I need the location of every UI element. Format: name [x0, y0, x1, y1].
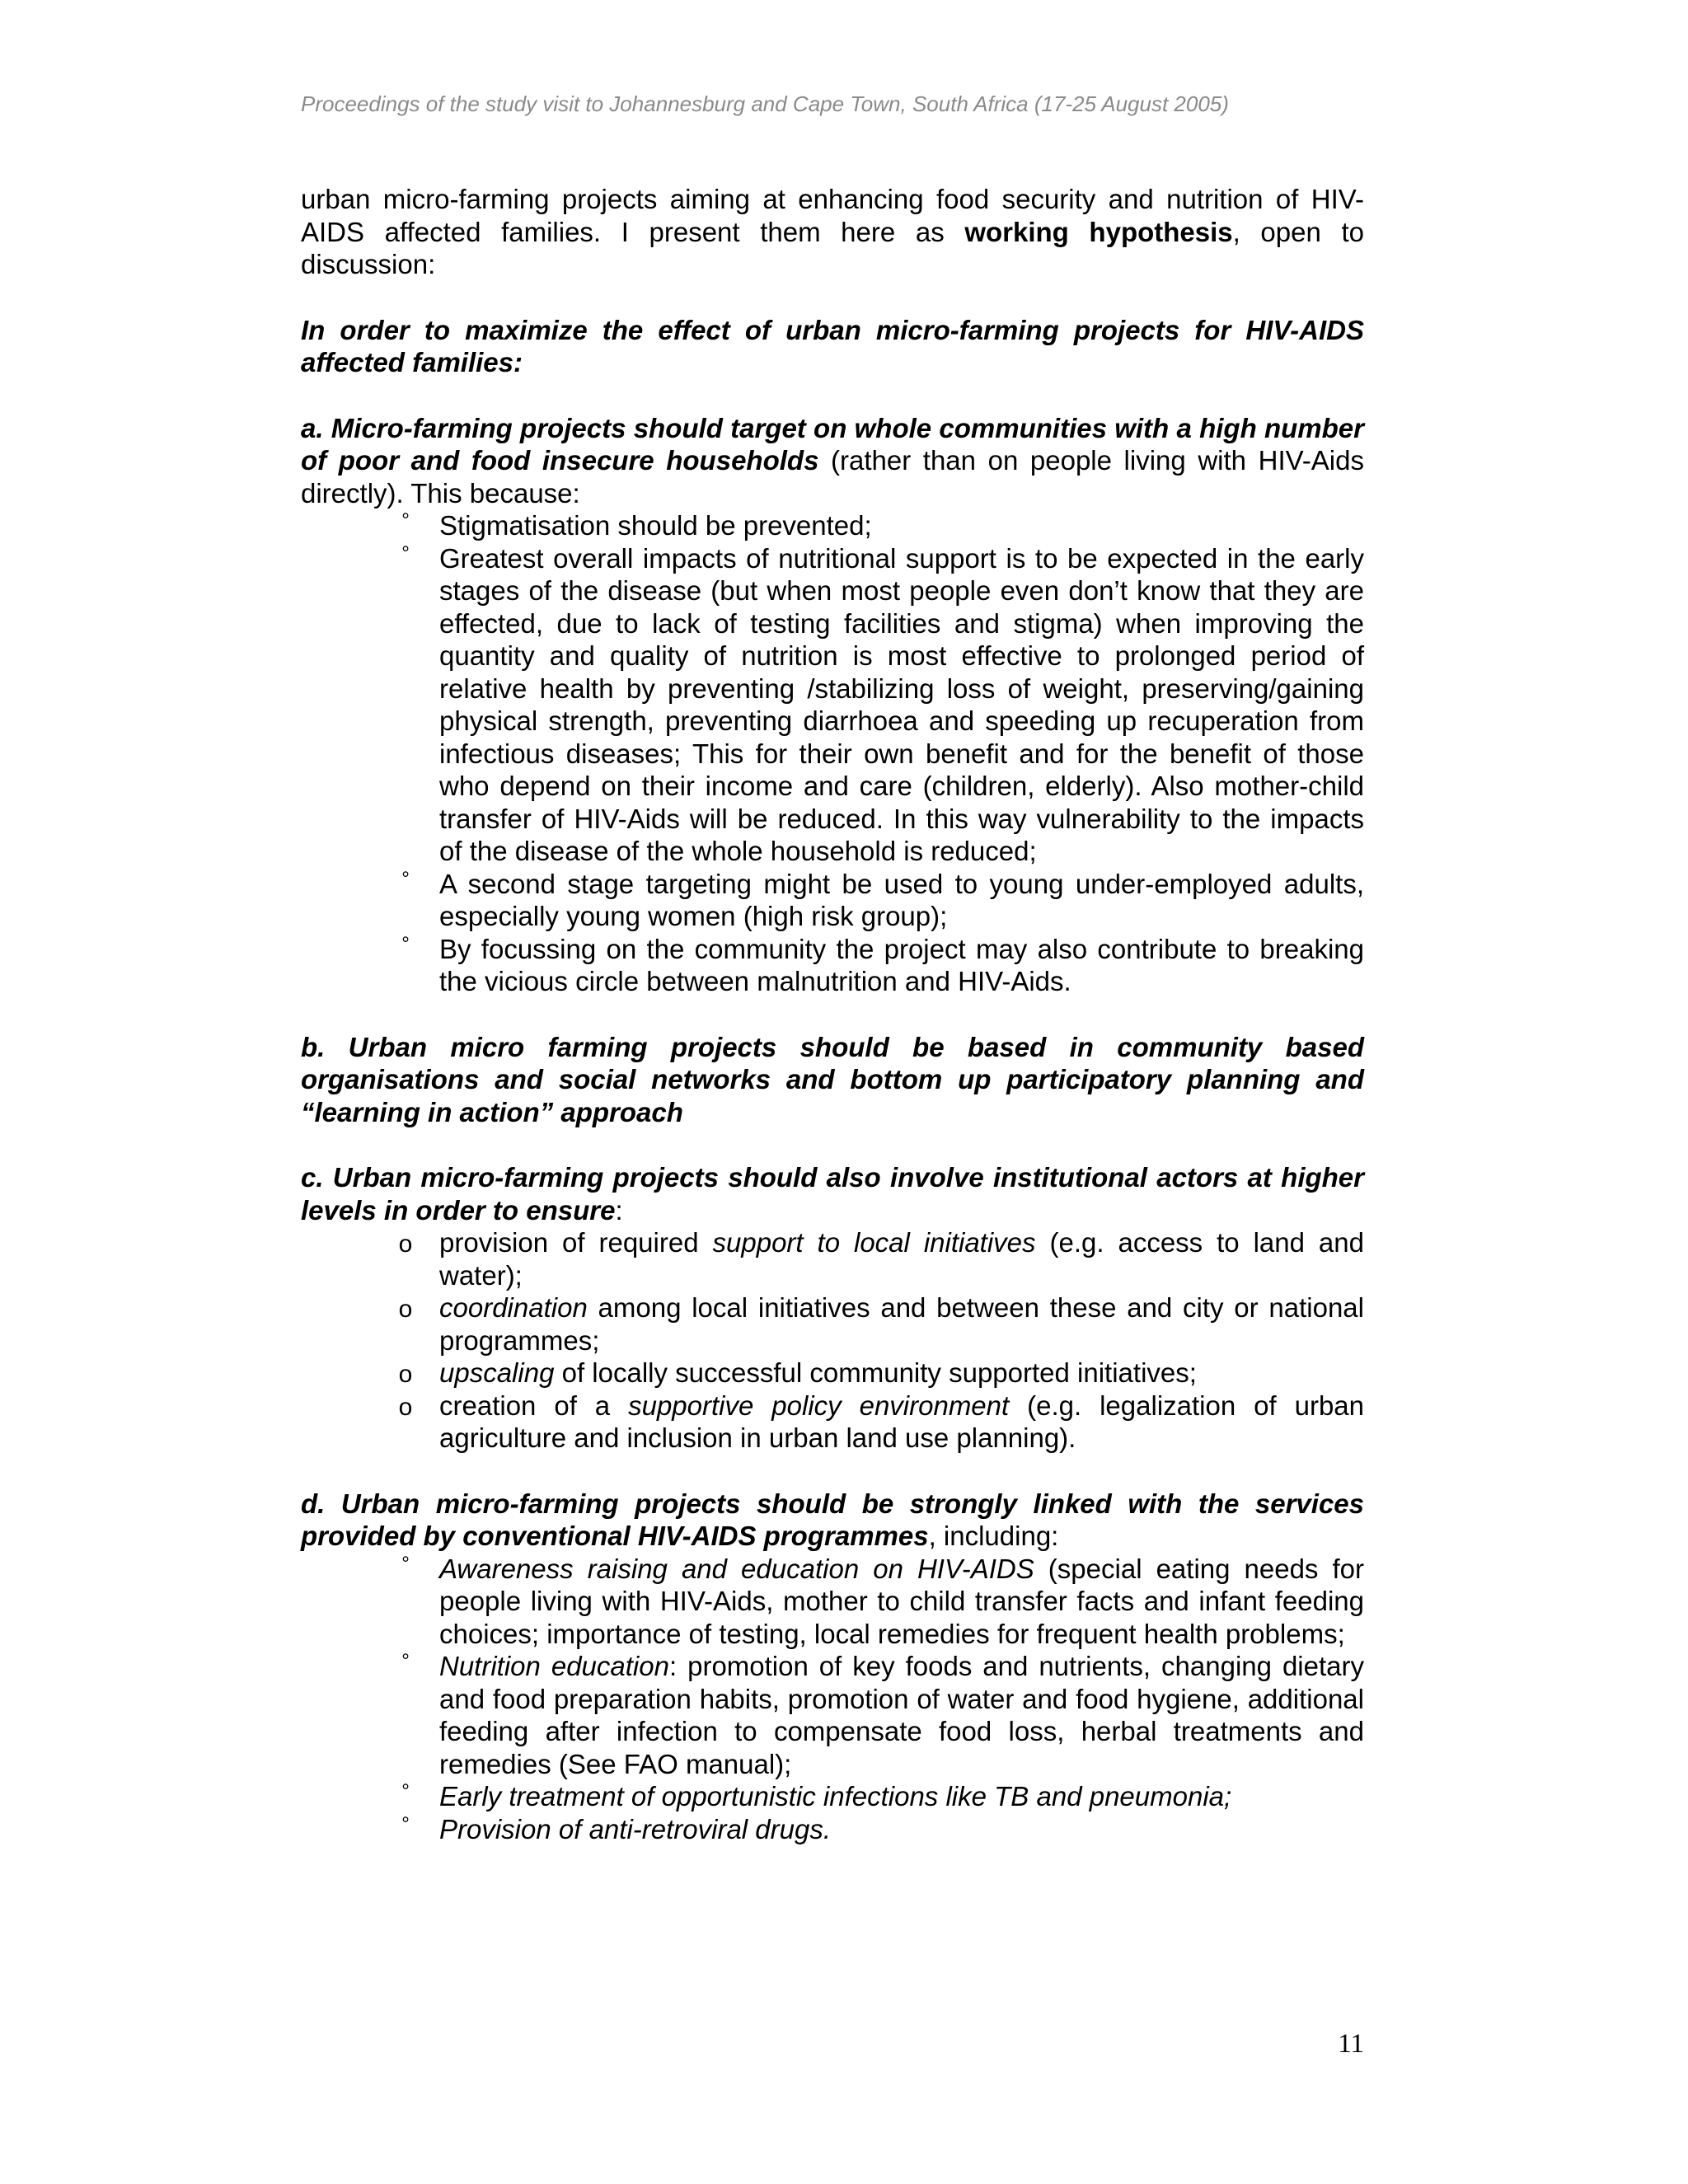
section-a-rest: (rather than on people living with HIV-Aids directly). This because: [301, 445, 1364, 509]
degree-bullet-icon: ° [401, 932, 410, 955]
section-c-list [301, 1226, 1364, 1455]
degree-bullet-icon: ° [401, 867, 410, 890]
intro-text-after: , open to discussion: [301, 216, 1364, 279]
list-item-text-post: (e.g. access to land and water); [439, 1227, 1364, 1291]
list-item [401, 1552, 1364, 1651]
section-c-colon: : [615, 1194, 623, 1226]
list-item-text-pre: provision of required [439, 1227, 713, 1258]
page-content [301, 183, 1364, 1845]
section-a-paragraph [301, 412, 1364, 510]
list-item [398, 1390, 1364, 1455]
section-b-heading: b. Urban micro farming projects should be based in community based organisations and social networks and bottom up participatory planning and “learning in action” approach [301, 1031, 1364, 1127]
degree-bullet-icon: ° [401, 509, 410, 532]
intro-paragraph [301, 183, 1364, 281]
list-item [401, 932, 1364, 998]
section-d-rest: , including: [928, 1521, 1059, 1551]
list-item [401, 1650, 1364, 1780]
list-item [398, 1291, 1364, 1357]
list-item-emphasis: coordination [439, 1292, 588, 1323]
circle-bullet-icon: o [398, 1230, 413, 1258]
degree-bullet-icon: ° [401, 1552, 410, 1575]
circle-bullet-icon: o [398, 1296, 413, 1323]
list-item-text-post: of locally successful community supported initiatives; [554, 1357, 1197, 1388]
section-c-heading: c. Urban micro-farming projects should also involve institutional actors at higher levels in order to ensure [301, 1162, 1364, 1226]
list-item-emphasis: Awareness raising and education on HIV-AIDS [439, 1553, 1034, 1584]
list-item-text-post: : promotion of key foods and nutrients, changing dietary and food preparation habits, promotion of water and food hygiene, additional feeding after infection to compensate food loss, herbal treatments and remedies (See FAO manual); [439, 1651, 1364, 1779]
list-item-emphasis: Provision of anti-retroviral drugs. [439, 1813, 832, 1844]
lead-heading: In order to maximize the effect of urban micro-farming projects for HIV-AIDS affected families: [301, 314, 1364, 377]
list-item [401, 509, 1364, 542]
section-a-heading: a. Micro-farming projects should target on whole communities with a high number of poor and food insecure households [301, 412, 1364, 476]
list-item-text-post: among local initiatives and between these and city or national programmes; [439, 1292, 1364, 1356]
list-item-text: Stigmatisation should be prevented; [439, 510, 872, 541]
list-item [401, 1812, 1364, 1846]
circle-bullet-icon: o [398, 1361, 413, 1388]
degree-bullet-icon: ° [401, 1780, 410, 1802]
degree-bullet-icon: ° [401, 541, 410, 565]
running-header: Proceedings of the study visit to Johannesburg and Cape Town, South Africa (17-25 August 2005) [301, 91, 1229, 116]
circle-bullet-icon: o [398, 1393, 413, 1421]
section-d-paragraph [301, 1488, 1364, 1553]
list-item [401, 541, 1364, 868]
list-item-text-pre: creation of a [439, 1390, 629, 1421]
list-item-text: By focussing on the community the project may also contribute to breaking the vicious circle between malnutrition and HIV-Aids. [439, 933, 1364, 996]
intro-bold-term: working hypothesis [964, 216, 1233, 247]
section-d-list [301, 1553, 1364, 1846]
list-item-text: Greatest overall impacts of nutritional support is to be expected in the early stages of the disease (but when most people even don’t know that they are effected, due to lack of testing facilities and stigma) when improving the quantity and quality of nutrition is most effective to prolonged period of relative health by preventing /stabilizing loss of weight, preserving/gaining physical strength, preventing diarrhoea and speeding up recuperation from infectious diseases; This for their own benefit and for the benefit of those who depend on their income and care (children, elderly). Also mother-child transfer of HIV-Aids will be reduced. In this way vulnerability to the impacts of the disease of the whole household is reduced; [439, 542, 1364, 866]
list-item [398, 1357, 1364, 1390]
list-item [401, 1780, 1364, 1813]
list-item-emphasis: supportive policy environment [628, 1390, 1010, 1421]
degree-bullet-icon: ° [401, 1650, 410, 1672]
document-page [301, 0, 1364, 2184]
degree-bullet-icon: ° [401, 1812, 410, 1835]
list-item [398, 1226, 1364, 1291]
list-item-text: A second stage targeting might be used to young under-employed adults, especially young women (high risk group); [439, 868, 1364, 931]
section-d-heading: d. Urban micro-farming projects should be strongly linked with the services provided by conventional HIV-AIDS programmes [301, 1488, 1364, 1551]
list-item-emphasis: Nutrition education [439, 1651, 669, 1681]
section-a-list [301, 509, 1364, 998]
list-item [401, 867, 1364, 933]
intro-text-before: urban micro-farming projects aiming at enhancing food security and nutrition of HIV-AIDS affected families. I present them here as [301, 184, 1364, 247]
section-c-paragraph [301, 1161, 1364, 1226]
list-item-emphasis: support to local initiatives [712, 1227, 1036, 1258]
list-item-text-post: (e.g. legalization of urban agriculture and inclusion in urban land use planning). [439, 1390, 1364, 1453]
list-item-emphasis: Early treatment of opportunistic infections like TB and pneumonia; [439, 1781, 1232, 1811]
list-item-emphasis: upscaling [439, 1357, 555, 1388]
page-number: 11 [1338, 2029, 1364, 2059]
list-item-text-post: (special eating needs for people living with HIV-Aids, mother to child transfer facts and infant feeding choices; importance of testing, local remedies for frequent health problems; [439, 1553, 1364, 1649]
